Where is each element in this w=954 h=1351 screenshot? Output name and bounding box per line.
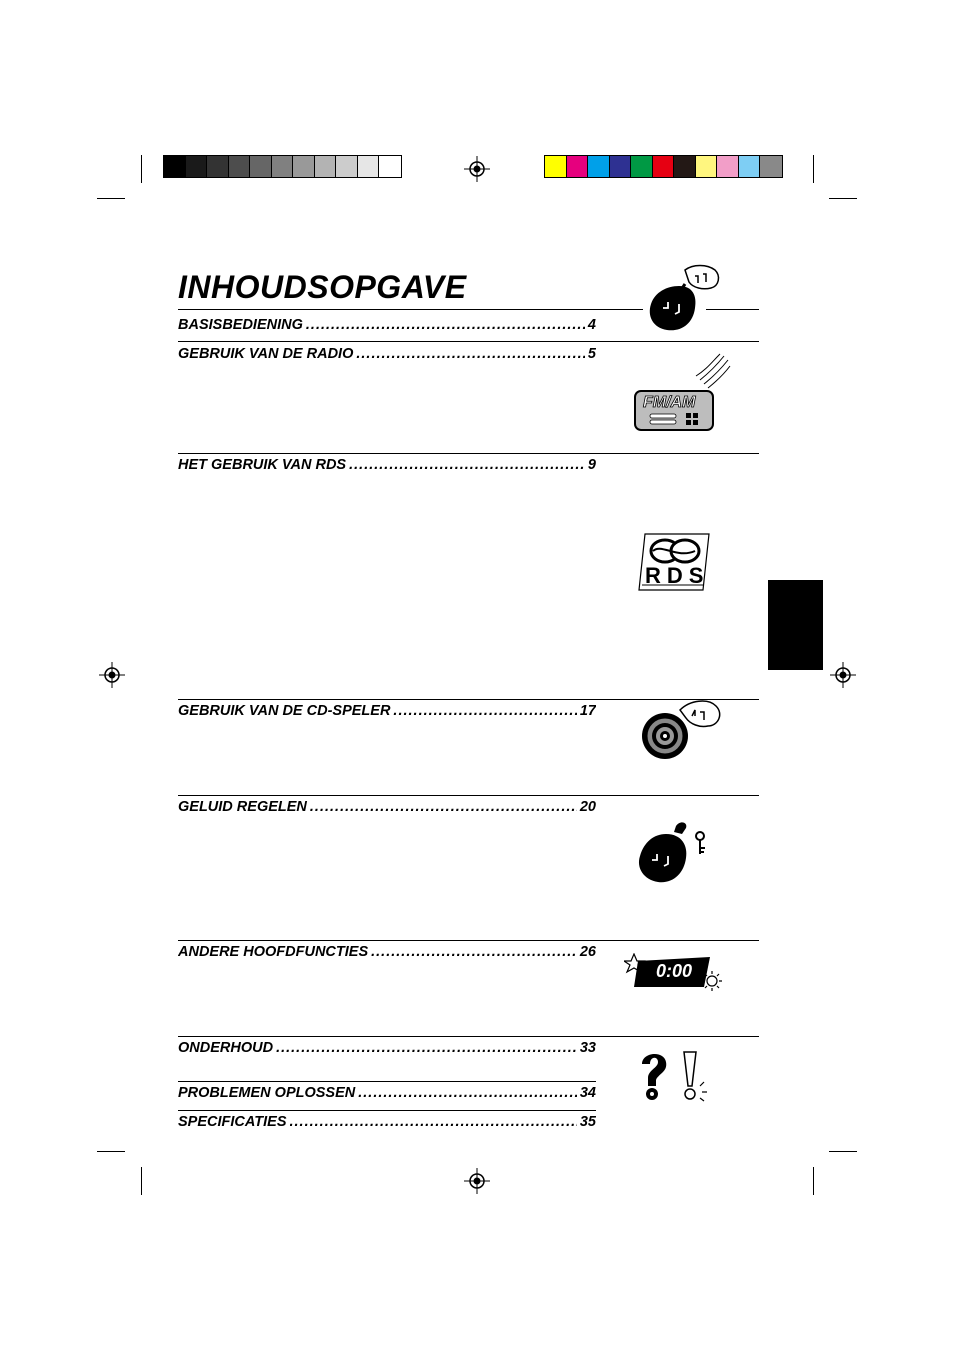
crop-mark xyxy=(141,1167,142,1195)
gray-swatch xyxy=(315,156,337,177)
gray-swatch xyxy=(272,156,294,177)
troubleshooting-icon xyxy=(636,1050,710,1102)
registration-target-icon xyxy=(99,662,125,688)
toc-entry-label: PROBLEMEN OPLOSSEN xyxy=(178,1085,356,1101)
toc-entry-page: 26 xyxy=(579,944,596,960)
gray-swatch xyxy=(164,156,186,177)
gray-swatch xyxy=(207,156,229,177)
toc-leader xyxy=(306,317,585,333)
gray-swatch xyxy=(250,156,272,177)
crop-mark xyxy=(813,1167,814,1195)
toc-entry-page: 4 xyxy=(587,317,596,333)
gray-swatch xyxy=(379,156,401,177)
section-rule xyxy=(178,341,759,342)
color-calibration-bar xyxy=(544,155,783,178)
language-tab xyxy=(768,580,823,670)
toc-entry[interactable] xyxy=(178,944,596,960)
color-swatch xyxy=(674,156,696,177)
toc-entry[interactable] xyxy=(178,317,596,333)
gray-swatch xyxy=(358,156,380,177)
color-swatch xyxy=(717,156,739,177)
gray-swatch xyxy=(186,156,208,177)
crop-mark xyxy=(97,198,125,199)
toc-entry-page: 20 xyxy=(579,799,596,815)
toc-entry-label: BASISBEDIENING xyxy=(178,317,303,333)
color-swatch xyxy=(588,156,610,177)
grayscale-calibration-bar xyxy=(163,155,402,178)
section-rule xyxy=(178,1081,596,1082)
toc-entry[interactable] xyxy=(178,703,596,719)
color-swatch xyxy=(653,156,675,177)
color-swatch xyxy=(760,156,782,177)
toc-entry[interactable] xyxy=(178,799,596,815)
crop-mark xyxy=(141,155,142,183)
toc-leader xyxy=(290,1114,577,1130)
music-bag-icon xyxy=(645,262,725,334)
toc-entry-label: HET GEBRUIK VAN RDS xyxy=(178,457,347,473)
rds-label: RDS xyxy=(645,563,710,588)
toc-entry-label: GELUID REGELEN xyxy=(178,799,307,815)
toc-entry[interactable] xyxy=(178,1040,596,1056)
toc-entry-label: ONDERHOUD xyxy=(178,1040,274,1056)
toc-entry-page: 9 xyxy=(587,457,596,473)
toc-leader xyxy=(358,1085,577,1101)
section-rule xyxy=(178,1036,759,1037)
toc-entry-label: GEBRUIK VAN DE RADIO xyxy=(178,346,354,362)
gray-swatch xyxy=(336,156,358,177)
section-rule xyxy=(178,795,759,796)
toc-entry-page: 34 xyxy=(579,1085,596,1101)
color-swatch xyxy=(567,156,589,177)
toc-entry-page: 5 xyxy=(587,346,596,362)
toc-entry-page: 35 xyxy=(579,1114,596,1130)
gray-swatch xyxy=(229,156,251,177)
crop-mark xyxy=(813,155,814,183)
title-rule xyxy=(178,309,643,310)
toc-leader xyxy=(310,799,577,815)
page-title: INHOUDSOPGAVE xyxy=(178,269,467,305)
toc-leader xyxy=(371,944,577,960)
fm-am-label: FM/AM xyxy=(643,394,696,411)
cd-icon xyxy=(638,698,724,762)
crop-mark xyxy=(97,1151,125,1152)
clock-label: 0:00 xyxy=(656,961,693,981)
crop-mark xyxy=(829,198,857,199)
registration-target-icon xyxy=(464,156,490,182)
section-rule xyxy=(178,453,759,454)
toc-entry[interactable] xyxy=(178,457,596,473)
toc-entry[interactable] xyxy=(178,346,596,362)
toc-entry-label: SPECIFICATIES xyxy=(178,1114,287,1130)
section-rule xyxy=(178,1110,596,1111)
gray-swatch xyxy=(293,156,315,177)
toc-entry[interactable] xyxy=(178,1114,596,1130)
toc-leader xyxy=(393,703,576,719)
toc-leader xyxy=(276,1040,577,1056)
color-swatch xyxy=(610,156,632,177)
crop-mark xyxy=(829,1151,857,1152)
sound-adjust-icon xyxy=(636,820,710,886)
registration-target-icon xyxy=(830,662,856,688)
color-swatch xyxy=(545,156,567,177)
toc-entry-page: 17 xyxy=(579,703,596,719)
toc-entry[interactable] xyxy=(178,1085,596,1101)
section-rule xyxy=(178,940,759,941)
registration-target-icon xyxy=(464,1168,490,1194)
color-swatch xyxy=(631,156,653,177)
toc-entry-page: 33 xyxy=(579,1040,596,1056)
toc-leader xyxy=(349,457,585,473)
toc-entry-label: GEBRUIK VAN DE CD-SPELER xyxy=(178,703,391,719)
radio-icon xyxy=(632,352,732,434)
toc-leader xyxy=(356,346,585,362)
toc-entry-label: ANDERE HOOFDFUNCTIES xyxy=(178,944,369,960)
color-swatch xyxy=(739,156,761,177)
color-swatch xyxy=(696,156,718,177)
